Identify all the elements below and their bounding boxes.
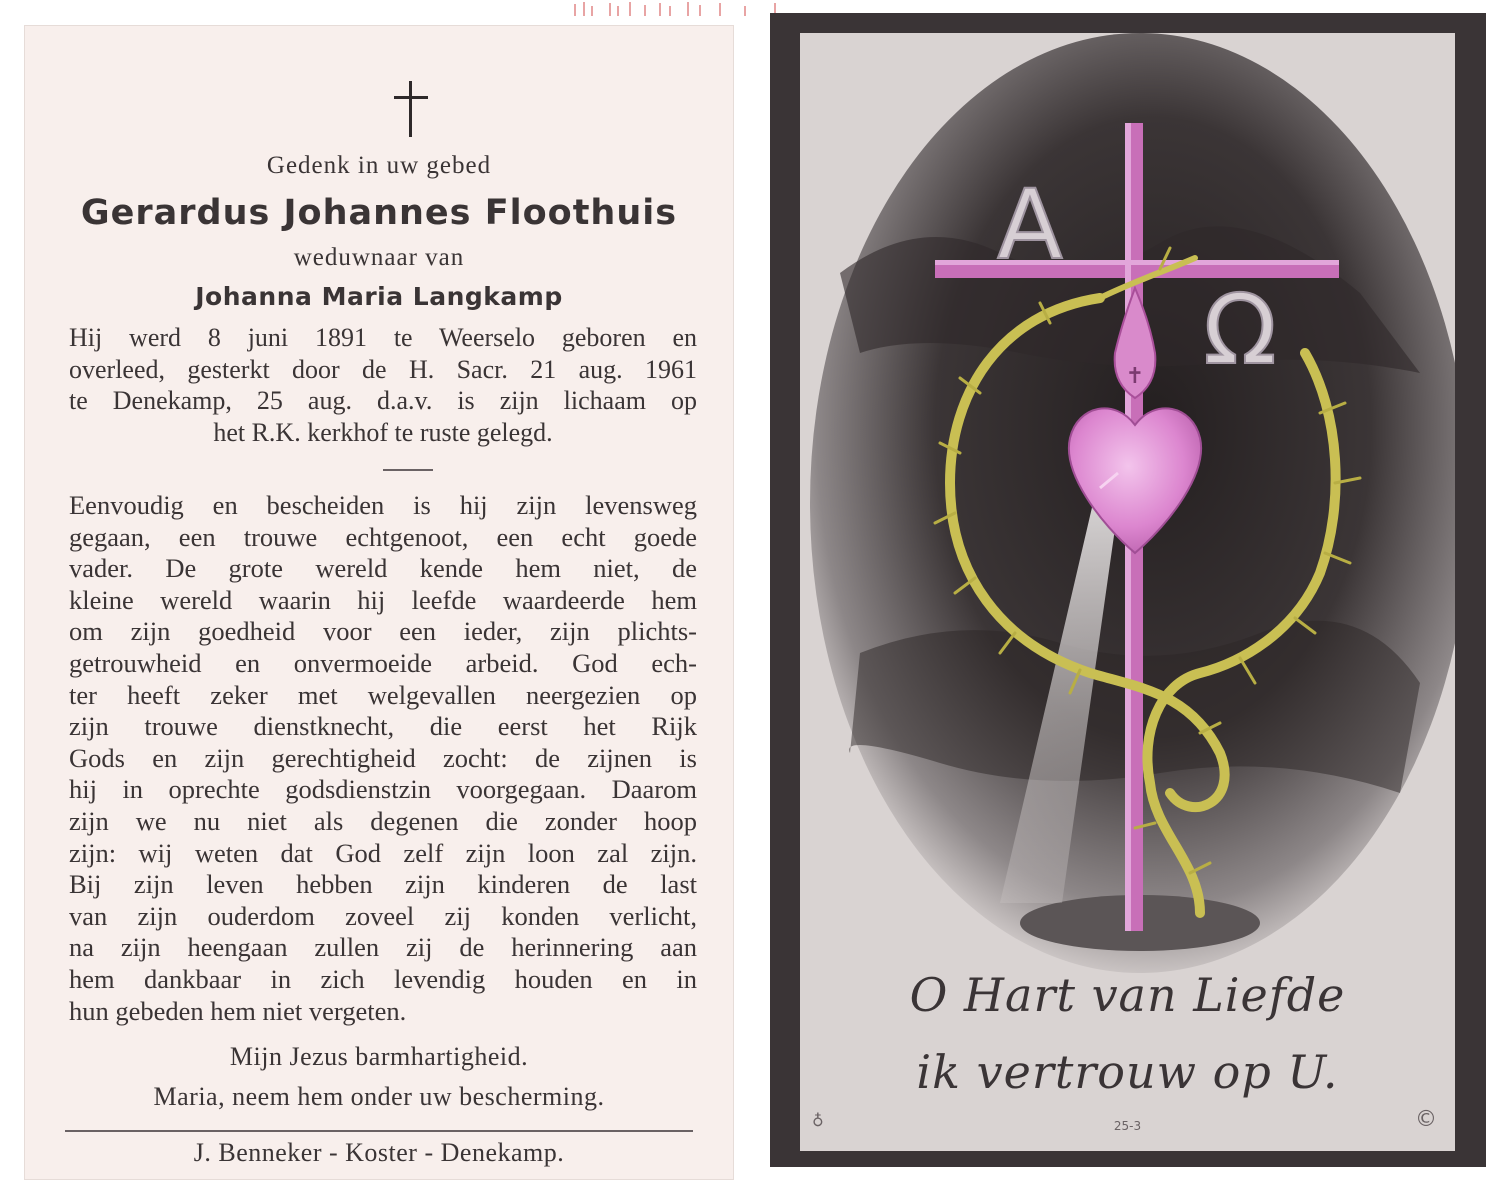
prayer-line: Mijn Jezus barmhartigheid. bbox=[229, 1042, 529, 1071]
memorial-text-card bbox=[24, 25, 734, 1180]
spouse-name: Johanna Maria Langkamp bbox=[195, 282, 563, 311]
printer-credit: J. Benneker - Koster - Denekamp. bbox=[193, 1138, 565, 1167]
caption-line: O Hart van Liefde bbox=[909, 968, 1346, 1022]
eulogy-line: hij in oprechte godsdienstzin voorgegaan. Daarom bbox=[69, 774, 697, 805]
eulogy-paragraph bbox=[69, 490, 697, 1027]
eulogy-line: Bij zijn leven hebben zijn kinderen de last bbox=[69, 869, 697, 900]
eulogy-line: getrouwheid en onvermoeide arbeid. God ech- bbox=[69, 647, 697, 678]
eulogy-line: Gods en zijn gerechtigheid zocht: de zijnen is bbox=[69, 742, 697, 773]
eulogy-line: na zijn heengaan zullen zij de herinnering aan bbox=[69, 932, 697, 963]
eulogy-line: zijn trouwe dienstknecht, die eerst het Rijk bbox=[69, 711, 697, 742]
alpha-letter: A bbox=[997, 169, 1063, 281]
eulogy-line: gegaan, een trouwe echtgenoot, een echt goede bbox=[69, 521, 697, 552]
artist-mark-icon: ♁ bbox=[812, 1111, 824, 1130]
eulogy-line: kleine wereld waarin hij leefde waardeerde hem bbox=[69, 584, 697, 615]
eulogy-line: hun gebeden hem niet vergeten. bbox=[69, 995, 407, 1026]
eulogy-line: ter heeft zeker met welgevallen neergezien op bbox=[69, 679, 697, 710]
small-cross-icon: ✝ bbox=[1125, 364, 1145, 389]
picture-panel bbox=[800, 33, 1455, 1151]
eulogy-line: om zijn goedheid voor een ieder, zijn plichts- bbox=[69, 616, 697, 647]
biography-paragraph bbox=[69, 322, 697, 448]
publisher-mark-icon: © bbox=[1415, 1107, 1437, 1132]
caption-line: ik vertrouw op U. bbox=[916, 1045, 1339, 1099]
eulogy-line: vader. De grote wereld kende hem niet, de bbox=[69, 553, 697, 584]
eulogy-line: zijn we nu niet als degenen die zonder hoop bbox=[69, 805, 697, 836]
footer-rule bbox=[65, 1130, 693, 1132]
eulogy-line: hem dankbaar in zich levendig houden en in bbox=[69, 963, 697, 994]
eulogy-line: Eenvoudig en bescheiden is hij zijn levensweg bbox=[69, 490, 697, 520]
section-divider bbox=[383, 469, 433, 471]
eulogy-line: zijn: wij weten dat God zelf zijn loon zal zijn. bbox=[69, 837, 697, 868]
bio-line: Hij werd 8 juni 1891 te Weerselo geboren en bbox=[69, 323, 697, 352]
devotional-picture-card bbox=[770, 13, 1486, 1167]
cross-icon bbox=[391, 81, 431, 137]
omega-letter: Ω bbox=[1203, 274, 1277, 386]
eulogy-line: van zijn ouderdom zoveel zij konden verlicht, bbox=[69, 900, 697, 931]
bio-line: te Denekamp, 25 aug. d.a.v. is zijn lichaam op bbox=[69, 386, 697, 415]
scan-ruler-marks bbox=[570, 0, 780, 16]
relation-text: weduwnaar van bbox=[293, 244, 465, 271]
deceased-name: Gerardus Johannes Floothuis bbox=[80, 193, 678, 233]
intro-text: Gedenk in uw gebed bbox=[266, 152, 492, 179]
prayer-line: Maria, neem hem onder uw bescherming. bbox=[153, 1082, 605, 1111]
catalog-number: 25-3 bbox=[1113, 1119, 1142, 1133]
bio-line: het R.K. kerkhof te ruste gelegd. bbox=[213, 417, 553, 447]
bio-line: overleed, gesterkt door de H. Sacr. 21 aug. 1961 bbox=[69, 354, 697, 384]
